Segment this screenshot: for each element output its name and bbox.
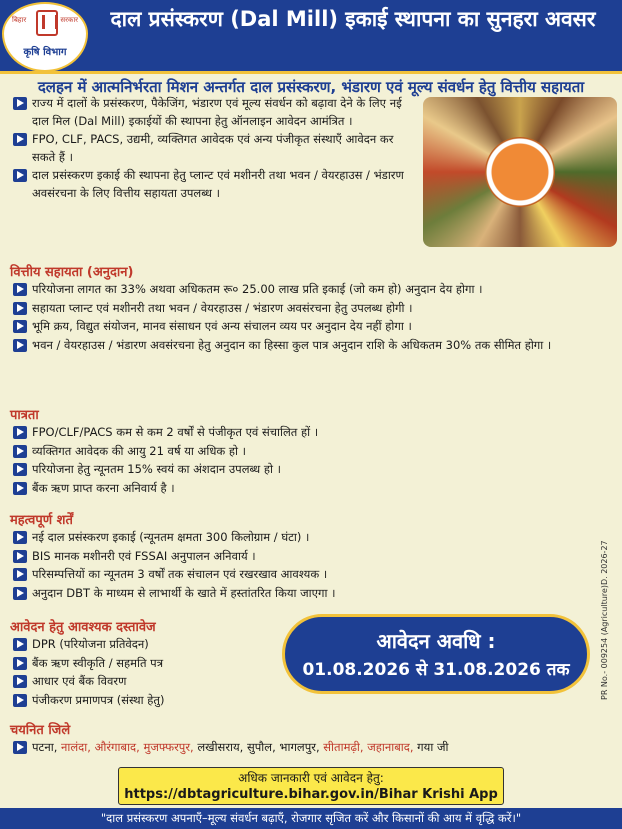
arrow-icon <box>13 320 27 333</box>
arrow-icon <box>13 426 27 439</box>
arrow-icon <box>13 133 27 146</box>
list-item: पंजीकरण प्रमाणपत्र (संस्था हेतु) <box>10 692 278 710</box>
subtitle: दलहन में आत्मनिर्भरता मिशन अन्तर्गत दाल प्रसंस्करण, भंडारण एवं मूल्य संवर्धन हेतु वित्तीय सहायता <box>37 78 585 96</box>
arrow-icon <box>13 568 27 581</box>
website-link[interactable]: https://dbtagriculture.bihar.gov.in/Bihar Krishi App <box>124 787 498 802</box>
list-item: BIS मानक मशीनरी एवं FSSAI अनुपालन अनिवार्य । <box>10 548 614 566</box>
arrow-icon <box>13 587 27 600</box>
arrow-icon <box>13 283 27 296</box>
arrow-icon <box>13 482 27 495</box>
section-heading-documents: आवेदन हेतु आवश्यक दस्तावेज <box>10 620 156 635</box>
list-item: अनुदान DBT के माध्यम से लाभार्थी के खाते में हस्तांतरित किया जाएगा । <box>10 585 614 603</box>
list-item: व्यक्तिगत आवेदक की आयु 21 वर्ष या अधिक हो । <box>10 443 614 461</box>
intro-list <box>10 95 418 203</box>
list-item: सहायता प्लान्ट एवं मशीनरी तथा भवन / वेयरहाउस / भंडारण अवसंरचना हेतु उपलब्ध होगी । <box>10 300 614 318</box>
arrow-icon <box>13 550 27 563</box>
arrow-icon <box>13 694 27 707</box>
arrow-icon <box>13 169 27 182</box>
list-item: भवन / वेयरहाउस / भंडारण अवसंरचना हेतु अनुदान का हिस्सा कुल पात्र अनुदान राशि के अधिकतम 30% तक सीमित होगा । <box>10 337 614 355</box>
arrow-icon <box>13 531 27 544</box>
district-name: सीतामढ़ी, <box>323 740 364 754</box>
pr-number: PR No.- 009254 (Agriculture)D. 2026-27 <box>600 540 609 700</box>
logo-right-text: सरकार <box>60 16 78 24</box>
section-heading-districts: चयनित जिले <box>10 723 71 738</box>
arrow-icon <box>13 463 27 476</box>
list-item: आधार एवं बैंक विवरण <box>10 673 278 691</box>
district-name: मुजफ्फरपुर, <box>143 740 194 754</box>
agriculture-department-logo <box>2 2 88 72</box>
district-name: पटना, <box>32 740 58 754</box>
list-item: बैंक ऋण प्राप्त करना अनिवार्य है । <box>10 480 614 498</box>
district-name: लखीसराय, <box>197 740 244 754</box>
list-item: परिसम्पत्तियों का न्यूनतम 3 वर्षों तक संचालन एवं रखरखाव आवश्यक । <box>10 566 614 584</box>
list-item: दाल प्रसंस्करण इकाई की स्थापना हेतु प्लान्ट एवं मशीनरी तथा भवन / वेयरहाउस / भंडारण अवसंरचना के लिए वित्तीय सहायता उपलब्ध । <box>10 167 418 202</box>
more-info-box <box>118 767 504 805</box>
list-item: परियोजना हेतु न्यूनतम 15% स्वयं का अंशदान उपलब्ध हो । <box>10 461 614 479</box>
districts-list <box>10 739 618 758</box>
district-name: नालंदा, <box>61 740 91 754</box>
list-item: राज्य में दालों के प्रसंस्करण, पैकेजिंग, भंडारण एवं मूल्य संवर्धन को बढ़ावा देने के लिए नई दाल मिल (Dal Mill) इकाईयों की स्थापना हेतु ऑनलाइन आवेदन आमंत्रित । <box>10 95 418 130</box>
application-period-title: आवेदन अवधि : <box>376 629 496 653</box>
list-item: FPO, CLF, PACS, उद्यमी, व्यक्तिगत आवेदक एवं अन्य पंजीकृत संस्थाएँ आवेदन कर सकते हैं । <box>10 131 418 166</box>
arrow-icon <box>13 741 27 754</box>
application-period-dates: 01.08.2026 से 31.08.2026 तक <box>302 660 570 680</box>
eligibility-list <box>10 424 614 498</box>
arrow-icon <box>13 675 27 688</box>
lentil-bowl-image <box>485 137 555 207</box>
page-title: दाल प्रसंस्करण (Dal Mill) इकाई स्थापना का सुनहरा अवसर <box>110 7 596 31</box>
more-info-label: अधिक जानकारी एवं आवेदन हेतु: <box>238 771 384 785</box>
section-heading-assistance: वित्तीय सहायता (अनुदान) <box>10 265 134 280</box>
documents-list <box>10 636 278 710</box>
application-period-badge <box>282 614 590 694</box>
arrow-icon <box>13 97 27 110</box>
list-item <box>10 739 618 757</box>
logo-text: कृषि विभाग <box>23 47 67 58</box>
list-item: FPO/CLF/PACS कम से कम 2 वर्षों से पंजीकृत एवं संचालित हों । <box>10 424 614 442</box>
district-name: औरंगाबाद, <box>94 740 140 754</box>
assistance-list <box>10 281 614 355</box>
logo-left-text: बिहार <box>12 16 27 24</box>
arrow-icon <box>13 657 27 670</box>
list-item: नई दाल प्रसंस्करण इकाई (न्यूनतम क्षमता 300 किलोग्राम / घंटा) । <box>10 529 614 547</box>
footer-slogan: "दाल प्रसंस्करण अपनाएँ–मूल्य संवर्धन बढ़ाएँ, रोजगार सृजित करें और किसानों की आय में वृद्धि करें।" <box>0 808 622 829</box>
district-name: गया जी <box>417 740 449 754</box>
pulses-image <box>423 97 617 247</box>
list-item: परियोजना लागत का 33% अथवा अधिकतम रू० 25.00 लाख प्रति इकाई (जो कम हो) अनुदान देय होगा । <box>10 281 614 299</box>
district-name: सुपौल, <box>246 740 276 754</box>
arrow-icon <box>13 445 27 458</box>
emblem-icon <box>36 10 58 36</box>
header-banner <box>0 0 622 74</box>
arrow-icon <box>13 638 27 651</box>
district-name: भागलपुर, <box>279 740 320 754</box>
section-heading-eligibility: पात्रता <box>10 408 39 423</box>
conditions-list <box>10 529 614 603</box>
list-item: DPR (परियोजना प्रतिवेदन) <box>10 636 278 654</box>
arrow-icon <box>13 339 27 352</box>
district-name: जहानाबाद, <box>367 740 414 754</box>
list-item: भूमि क्रय, विद्युत संयोजन, मानव संसाधन एवं अन्य संचालन व्यय पर अनुदान देय नहीं होगा । <box>10 318 614 336</box>
section-heading-conditions: महत्वपूर्ण शर्तें <box>10 513 73 528</box>
list-item: बैंक ऋण स्वीकृति / सहमति पत्र <box>10 655 278 673</box>
arrow-icon <box>13 302 27 315</box>
